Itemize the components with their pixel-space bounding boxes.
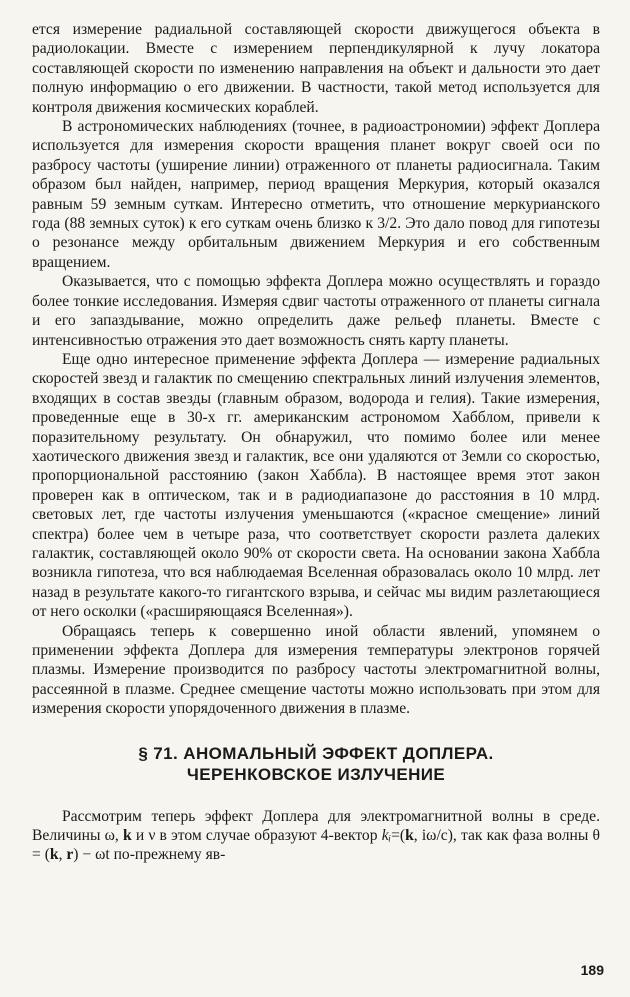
p6-eq1: =( — [391, 827, 406, 845]
paragraph-4: Еще одно интересное применение эффекта Доплера — измерение радиальных скоростей звезд и галактик по смещению спектральных линий излучения элементов, входящих в состав звезды (главным образом, водорода и гелия). Такие измерения, проведенные еще в 30-х гг. американским астрономом Хабблом, привели к поразительному результату. Он обнаружил, что помимо более или менее хаотического движения звезд и галактик, все они удаляются от Земли со скоростью, пропорциональной расстоянию (закон Хаббла). В настоящее время этот закон проверен как в оптическом, так и в радиодиапазоне до расстояния в 10 млрд. световых лет, где частоты излучения уменьшаются («красное смещение» линий спектра) более чем в четыре раза, что соответствует скорости разлета далеких галактик, составляющей около 90% от скорости света. На основании закона Хаббла возникла гипотеза, что вся наблюдаемая Вселенная образовалась около 10 млрд. лет назад в результате какого-то гигантского взрыва, и сейчас мы видим разлетающиеся от него осколки («расширяющаяся Вселенная»). — [32, 350, 600, 621]
paragraph-1: ется измерение радиальной составляющей скорости движущегося объекта в радиолокации. Вместе с измерением перпендикулярной к лучу локатора составляющей скорости по изменению направления на объект и дальности это дает полную информацию о его движении. В частности, такой метод используется для контроля движения космических кораблей. — [32, 21, 600, 116]
vector-k: k — [122, 827, 132, 845]
page-number: 189 — [580, 962, 604, 978]
paragraph-3: Оказывается, что с помощью эффекта Доплера можно осуществлять и гораздо более тонкие исследования. Измеряя сдвиг частоты отраженного от планеты сигнала и его запаздывание, можно определить даже рельеф планеты. Вместе с интенсивностью отражения это дает возможность снять карту планеты. — [32, 273, 600, 349]
section-heading-line-2: ЧЕРЕНКОВСКОЕ ИЗЛУЧЕНИЕ — [186, 764, 446, 784]
paragraph-6 — [32, 807, 600, 865]
p6-comma: , — [58, 846, 67, 864]
vector-k-2: k — [405, 827, 414, 845]
p6-text-start: Рассмотрим теперь эффект Доплера для электромагнитной волны в среде. Величины ω, — [32, 807, 600, 845]
paragraph-5: Обращаясь теперь к совершенно иной области явлений, упомянем о применении эффекта Доплера для измерения температуры электронов горячей плазмы. Измерение производится по разбросу частоты электромагнитной волны, рассеянной в плазме. Среднее смещение частоты можно использовать при этом для измерения скорости упорядоченного движения в плазме. — [32, 622, 600, 718]
vector-r: r — [66, 846, 74, 864]
p6-text-mid: и ν в этом случае образуют 4-вектор — [131, 827, 382, 845]
p6-eq2-rest: ) − ωt по-прежнему яв- — [73, 846, 226, 864]
paragraph-2: В астрономических наблюдениях (точнее, в радиоастрономии) эффект Доплера используется для измерения скорости вращения планет вокруг своей оси по разбросу частоты (уширение линии) отраженного от планеты радиосигнала. Таким образом был найден, например, период вращения Меркурия, который оказался равным 59 земным суткам. Интересно отметить, что отношение меркурианского года (88 земных суток) к его суткам очень близко к 3/2. Это дало повод для гипотезы о резонансе между орбитальным движением Меркурия и его собственным вращением. — [32, 118, 600, 271]
p6-eq1-rest: , iω/c), так как фаза волны θ = ( — [32, 827, 600, 864]
vector-k-3: k — [49, 846, 59, 864]
section-heading — [32, 743, 600, 785]
symbol-k-i: kᵢ — [381, 827, 392, 845]
section-heading-line-1: § 71. АНОМАЛЬНЫЙ ЭФФЕКТ ДОПЛЕРА. — [138, 743, 494, 763]
